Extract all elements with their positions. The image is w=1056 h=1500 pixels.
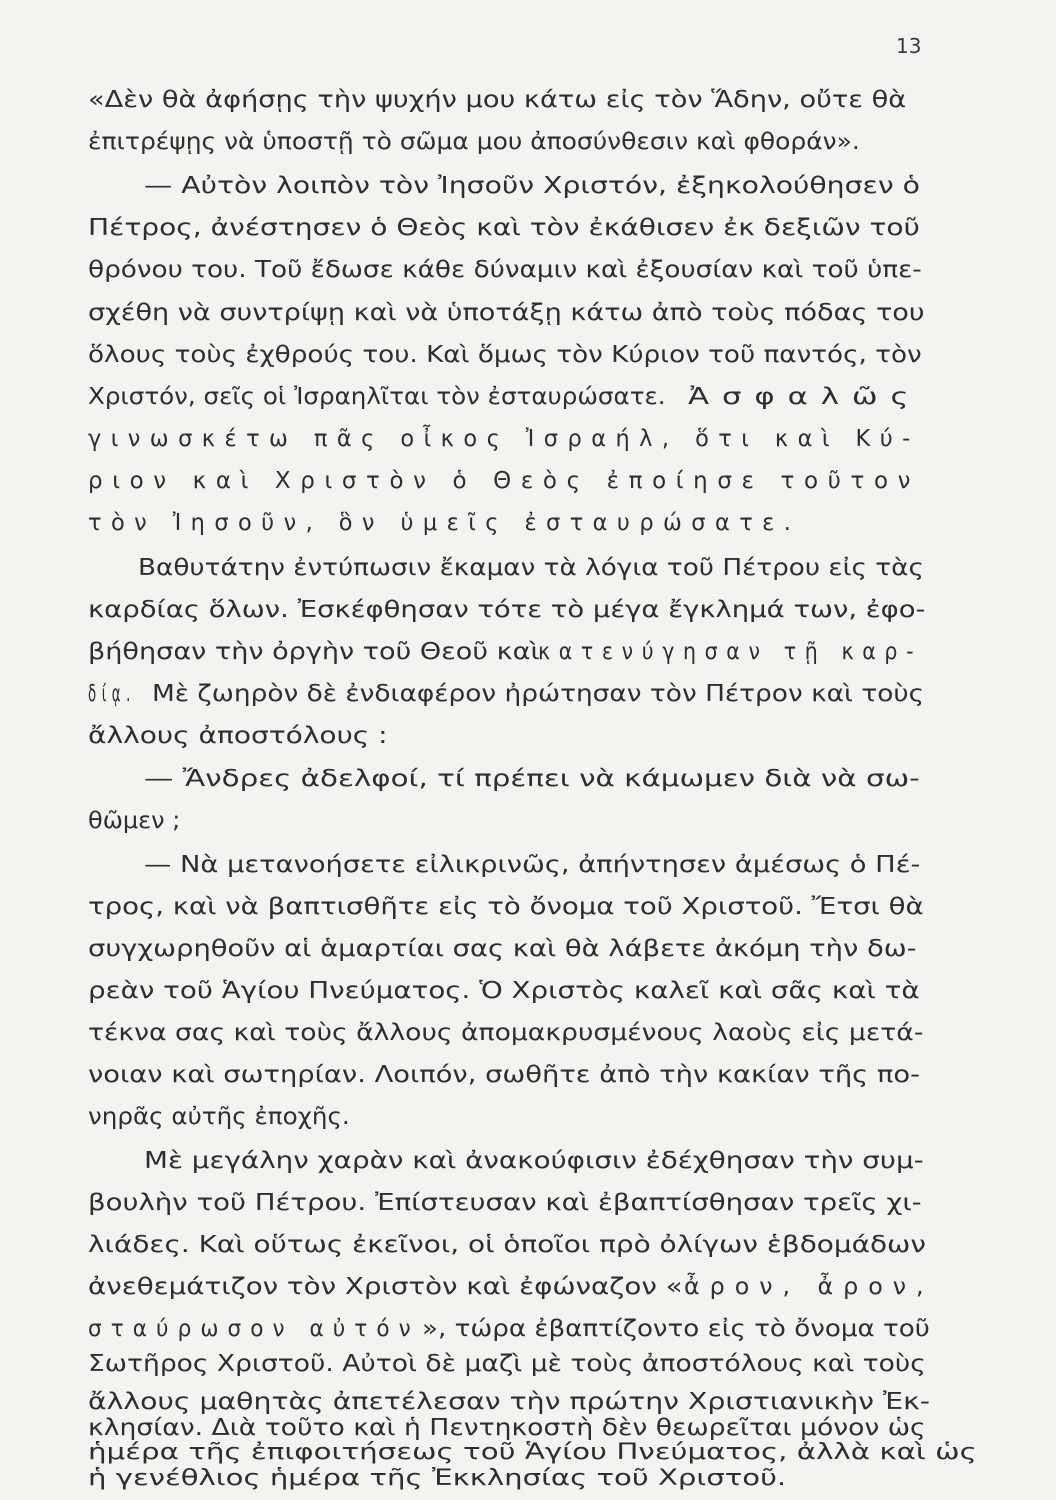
- text-line: ὅλους τοὺς ἐχθρούς του. Καὶ ὅμως τὸν Κύριον τοῦ παντός, τὸν: [88, 342, 922, 368]
- spaced-text-line: γινωσκέτω πᾶς οἶκος Ἰσραήλ, ὅτι καὶ Κύ-: [88, 426, 920, 452]
- text-line: ἡ γενέθλιος ἡμέρα τῆς Ἐκκλησίας τοῦ Χριστοῦ.: [88, 1466, 787, 1491]
- text-line: ρεὰν τοῦ Ἁγίου Πνεύματος. Ὁ Χριστὸς καλεῖ καὶ σᾶς καὶ τὰ: [88, 978, 920, 1004]
- text-line: ἀνεθεμάτιζον τὸν Χριστὸν καὶ ἐφώναζον «: [88, 1274, 683, 1300]
- text-line: — Αὐτὸν λοιπὸν τὸν Ἰησοῦν Χριστόν, ἐξηκολούθησεν ὁ: [144, 173, 920, 199]
- text-line: βήθησαν τὴν ὀργὴν τοῦ Θεοῦ καὶ: [88, 639, 540, 665]
- text-line: Βαθυτάτην ἐντύπωσιν ἔκαμαν τὰ λόγια τοῦ Πέτρου εἰς τὰς: [138, 555, 924, 581]
- text-line: σχέθη νὰ συντρίψῃ καὶ νὰ ὑποτάξῃ κάτω ἀπὸ τοὺς πόδας του: [88, 300, 925, 326]
- text-line: λιάδες. Καὶ οὕτως ἐκεῖνοι, οἱ ὁποῖοι πρὸ ὀλίγων ἑβδομάδων: [88, 1232, 926, 1258]
- text-line: θῶμεν ;: [88, 808, 181, 834]
- spaced-text-line: ριον καὶ Χριστὸν ὁ Θεὸς ἐποίησε τοῦτον: [88, 468, 921, 494]
- text-line: ἐπιτρέψῃς νὰ ὑποστῇ τὸ σῶμα μου ἀποσύνθεσιν καὶ φθοράν».: [88, 129, 860, 155]
- spaced-text-line: Ἀσφαλῶς: [688, 384, 922, 410]
- text-line: Πέτρος, ἀνέστησεν ὁ Θεὸς καὶ τὸν ἐκάθισεν ἐκ δεξιῶν τοῦ: [88, 215, 920, 241]
- text-line: ἄλλους μαθητὰς ἀπετέλεσαν τὴν πρώτην Χριστιανικὴν Ἐκ-: [88, 1389, 931, 1415]
- text-line: ἡμέρα τῆς ἐπιφοιτήσεως τοῦ Ἁγίου Πνεύματος, ἀλλὰ καὶ ὡς: [88, 1440, 977, 1465]
- text-line: καρδίας ὅλων. Ἐσκέφθησαν τότε τὸ μέγα ἔγκλημά των, ἐφο-: [88, 597, 926, 623]
- spaced-text-line: ἆρον, ἆρον,: [684, 1274, 934, 1300]
- spaced-text-line: σταύρωσον αὐτόν: [88, 1316, 420, 1342]
- text-line: Σωτῆρος Χριστοῦ. Αὐτοὶ δὲ μαζὶ μὲ τοὺς ἀποστόλους καὶ τοὺς: [88, 1351, 926, 1377]
- text-line: νοιαν καὶ σωτηρίαν. Λοιπόν, σωθῆτε ἀπὸ τὴν κακίαν τῆς πο-: [88, 1062, 920, 1088]
- text-line: ἄλλους ἀποστόλους :: [88, 723, 388, 749]
- text-line: τέκνα σας καὶ τοὺς ἄλλους ἀπομακρυσμένους λαοὺς εἰς μετά-: [88, 1020, 924, 1046]
- page-number: 13: [896, 34, 922, 58]
- text-line: θρόνου του. Τοῦ ἔδωσε κάθε δύναμιν καὶ ἐξουσίαν καὶ τοῦ ὑπε-: [88, 257, 922, 283]
- text-line: «Δὲν θὰ ἀφήσῃς τὴν ψυχήν μου κάτω εἰς τὸν Ἅδην, οὔτε θὰ: [88, 87, 907, 113]
- text-line: », τώρα ἐβαπτίζοντο εἰς τὸ ὄνομα τοῦ: [422, 1316, 930, 1342]
- spaced-text-line: δίᾳ.: [88, 681, 136, 707]
- text-line: βουλὴν τοῦ Πέτρου. Ἐπίστευσαν καὶ ἐβαπτίσθησαν τρεῖς χι-: [88, 1190, 922, 1216]
- text-line: — Ἄνδρες ἀδελφοί, τί πρέπει νὰ κάμωμεν διὰ νὰ σω-: [144, 766, 920, 792]
- text-line: κλησίαν. Διὰ τοῦτο καὶ ἡ Πεντηκοστὴ δὲν θεωρεῖται μόνον ὡς: [88, 1415, 926, 1441]
- text-line: νηρᾶς αὐτῆς ἐποχῆς.: [88, 1104, 350, 1130]
- text-line: τρος, καὶ νὰ βαπτισθῆτε εἰς τὸ ὄνομα τοῦ Χριστοῦ. Ἔτσι θὰ: [88, 894, 924, 920]
- spaced-text-line: κατενύγησαν τῇ καρ-: [538, 639, 923, 665]
- text-line: Μὲ ζωηρὸν δὲ ἐνδιαφέρον ἠρώτησαν τὸν Πέτρον καὶ τοὺς: [152, 681, 925, 707]
- text-line: συγχωρηθοῦν αἱ ἁμαρτίαι σας καὶ θὰ λάβετε ἀκόμη τὴν δω-: [88, 936, 917, 962]
- text-line: Χριστόν, σεῖς οἱ Ἰσραηλῖται τὸν ἐσταυρώσατε.: [88, 384, 666, 410]
- text-line: — Νὰ μετανοήσετε εἰλικρινῶς, ἀπήντησεν ἀμέσως ὁ Πέ-: [144, 852, 921, 878]
- spaced-text-line: τὸν Ἰησοῦν, ὃν ὑμεῖς ἐσταυρώσατε.: [88, 510, 801, 536]
- text-line: Μὲ μεγάλην χαρὰν καὶ ἀνακούφισιν ἐδέχθησαν τὴν συμ-: [144, 1148, 924, 1174]
